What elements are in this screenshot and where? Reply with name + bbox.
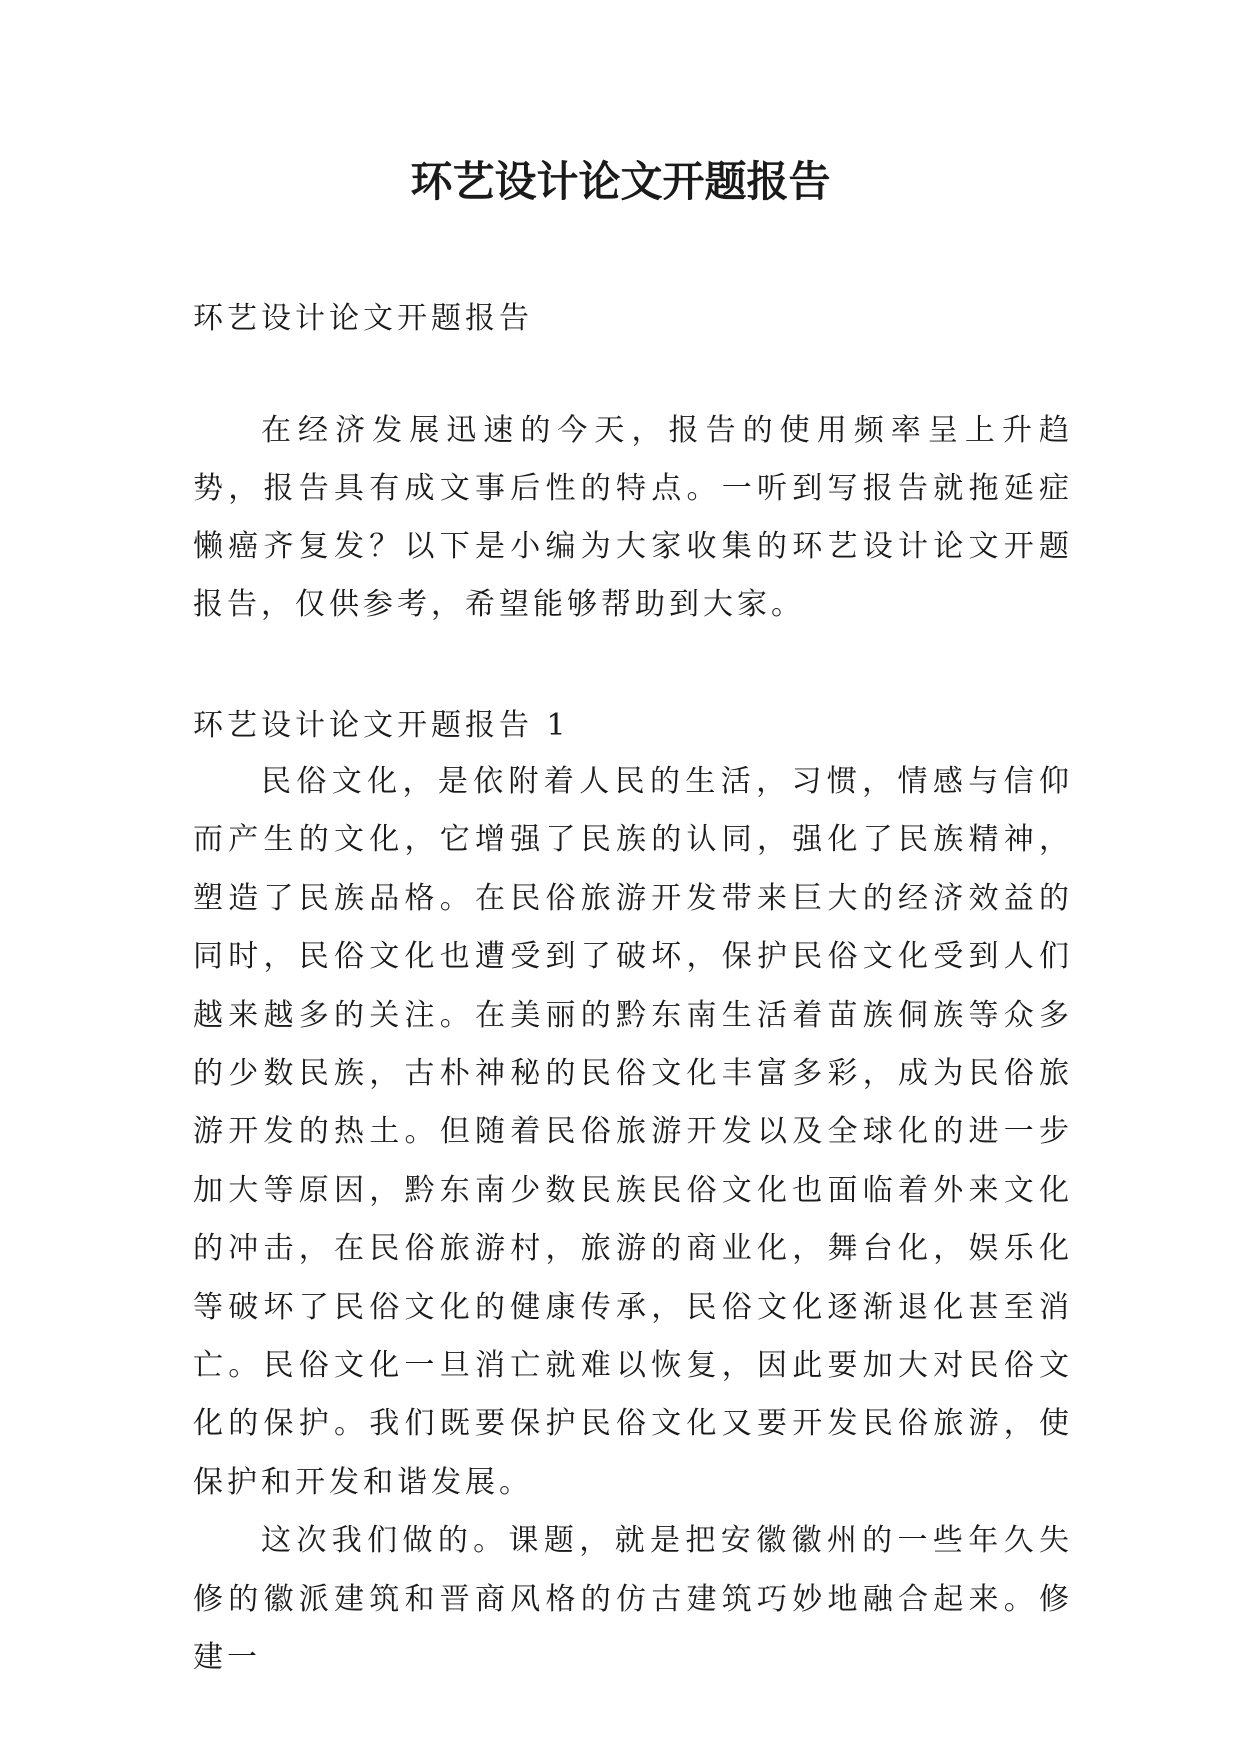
section-heading: 环艺设计论文开题报告 1 bbox=[193, 708, 570, 743]
document-subtitle: 环艺设计论文开题报告 bbox=[193, 301, 533, 336]
body-paragraph: 民俗文化，是依附着人民的生活，习惯，情感与信仰而产生的文化，它增强了民族的认同，强化了民族精神，塑造了民族品格。在民俗旅游开发带来巨大的经济效益的同时，民俗文化也遭受到了破坏，保护民俗文化受到人们越来越多的关注。在美丽的黔东南生活着苗族侗族等众多的少数民族，古朴神秘的民俗文化丰富多彩，成为民俗旅游开发的热土。但随着民俗旅游开发以及全球化的进一步加大等原因，黔东南少数民族民俗文化也面临着外来文化的冲击，在民俗旅游村，旅游的商业化，舞台化，娱乐化等破坏了民俗文化的健康传承，民俗文化逐渐退化甚至消亡。民俗文化一旦消亡就难以恢复，因此要加大对民俗文化的保护。我们既要保护民俗文化又要开发民俗旅游，使保护和开发和谐发展。 bbox=[193, 764, 1073, 1500]
section-body bbox=[193, 753, 1073, 1688]
intro-paragraph: 在经济发展迅速的今天，报告的使用频率呈上升趋势，报告具有成文事后性的特点。一听到写报告就拖延症懒癌齐复发？以下是小编为大家收集的环艺设计论文开题报告，仅供参考，希望能够帮助到大家。 bbox=[193, 413, 1073, 622]
document-title: 环艺设计论文开题报告 bbox=[410, 157, 831, 206]
body-paragraph: 这次我们做的。课题，就是把安徽徽州的一些年久失修的徽派建筑和晋商风格的仿古建筑巧妙地融合起来。修建一 bbox=[193, 1523, 1073, 1676]
